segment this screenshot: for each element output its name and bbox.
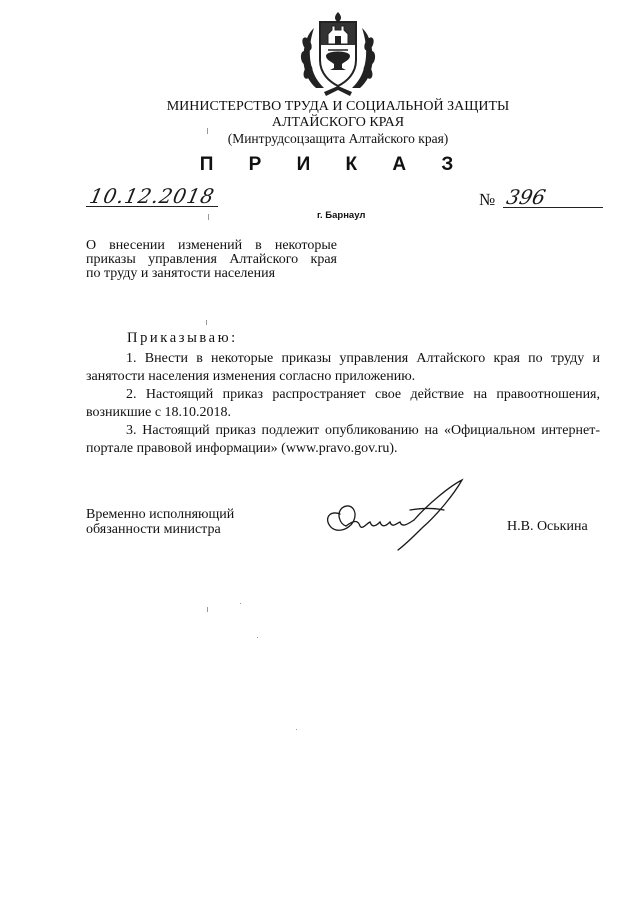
city-label: г. Барнаул [317,210,366,221]
ministry-short-name: (Минтрудсоцзащита Алтайского края) [227,131,449,146]
scan-speck [240,603,241,604]
document-subject [86,239,337,281]
subject-line: О внесении изменений в некоторые [86,238,337,253]
handwritten-signature-icon [310,474,470,554]
subject-line: по труду и занятости населения [86,266,276,281]
scan-speck [207,128,208,134]
decree-word: Приказываю: [127,330,238,346]
ministry-name-line1: МИНИСТЕРСТВО ТРУДА И СОЦИАЛЬНОЙ ЗАЩИТЫ [166,99,510,114]
position-line: Временно исполняющий [86,507,235,522]
scan-speck [207,607,208,612]
scan-speck [296,729,297,730]
scan-speck [206,320,207,325]
date-handwritten: 10.12.2018 [87,184,218,208]
number-handwritten: 396 [504,185,548,209]
body-item: 2. Настоящий приказ распространяет свое действие на правоотношения, возникшие с 18.10.2018. [86,387,600,420]
document-type-title: П Р И К А З [199,154,469,175]
ministry-name-line2: АЛТАЙСКОГО КРАЯ [271,115,405,130]
body-item: 1. Внести в некоторые приказы управления Алтайского края по труду и занятости населения изменения согласно приложению. [86,351,600,384]
body-item: 3. Настоящий приказ подлежит опубликованию на «Официальном интернет-портале правовой информации» (www.pravo.gov.ru). [86,423,600,456]
coat-of-arms-icon [298,10,378,98]
number-label: № [479,190,496,209]
subject-line: приказы управления Алтайского края [86,252,337,267]
scan-speck [257,637,258,638]
position-line: обязанности министра [86,522,221,537]
signatory-position [86,507,234,537]
document-body [86,350,600,458]
date-underline [86,206,218,207]
signatory-name: Н.В. Оськина [507,519,588,534]
scan-speck [208,214,209,220]
number-underline [503,207,603,208]
